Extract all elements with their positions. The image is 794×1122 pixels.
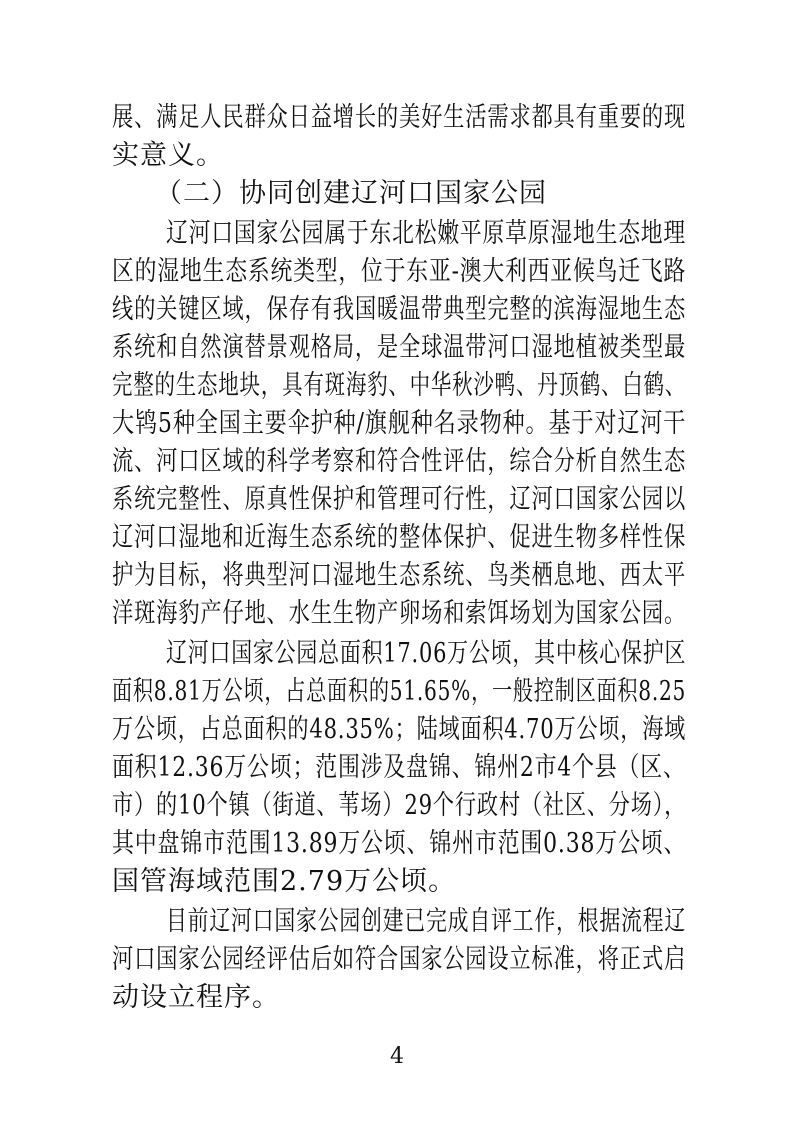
paragraph-line: 其中盘锦市范围13.89万公顷、锦州市范围0.38万公顷、 <box>112 828 687 859</box>
paragraph-line: 面积8.81万公顷，占总面积的51.65%，一般控制区面积8.25 <box>112 676 687 707</box>
paragraph-line: 实意义。 <box>112 140 224 171</box>
paragraph-line: 辽河口国家公园属于东北松嫩平原草原湿地生态地理 <box>166 218 687 249</box>
paragraph-line: 市）的10个镇（街道、苇场）29个行政村（社区、分场）， <box>112 790 687 821</box>
paragraph-line: 流、河口区域的科学考察和符合性评估，综合分析自然生态 <box>112 446 687 477</box>
section-heading: （二）协同创建辽河口国家公园 <box>155 178 547 209</box>
paragraph-line: 系统和自然演替景观格局，是全球温带河口湿地植被类型最 <box>112 332 687 363</box>
paragraph-line: 目前辽河口国家公园创建已完成自评工作，根据流程辽 <box>166 906 686 937</box>
paragraph-line: 辽河口湿地和近海生态系统的整体保护、促进生物多样性保 <box>112 522 687 553</box>
paragraph-line: 系统完整性、原真性保护和管理可行性，辽河口国家公园以 <box>112 484 687 515</box>
paragraph-line: 展、满足人民群众日益增长的美好生活需求都具有重要的现 <box>112 102 687 133</box>
paragraph-line: 动设立程序。 <box>112 982 280 1013</box>
paragraph-line: 国管海域范围2.79万公顷。 <box>112 866 457 897</box>
paragraph-line: 面积12.36万公顷；范围涉及盘锦、锦州2市4个县（区、 <box>112 752 686 783</box>
page-number: 4 <box>390 1044 404 1069</box>
paragraph-line: 大鸨5种全国主要伞护种/旗舰种名录物种。基于对辽河干 <box>112 408 687 439</box>
paragraph-line: 区的湿地生态系统类型，位于东亚-澳大利西亚候鸟迁飞路 <box>112 256 687 287</box>
paragraph-line: 河口国家公园经评估后如符合国家公园设立标准，将正式启 <box>112 944 687 975</box>
paragraph-line: 线的关键区域，保存有我国暖温带典型完整的滨海湿地生态 <box>112 294 687 325</box>
paragraph-line: 万公顷，占总面积的48.35%；陆域面积4.70万公顷，海域 <box>112 714 687 745</box>
paragraph-line: 辽河口国家公园总面积17.06万公顷，其中核心保护区 <box>166 638 687 669</box>
paragraph-line: 洋斑海豹产仔地、水生生物产卵场和索饵场划为国家公园。 <box>112 598 687 629</box>
paragraph-line: 完整的生态地块，具有斑海豹、中华秋沙鸭、丹顶鹤、白鹤、 <box>112 370 687 401</box>
paragraph-line: 护为目标，将典型河口湿地生态系统、鸟类栖息地、西太平 <box>112 560 687 591</box>
